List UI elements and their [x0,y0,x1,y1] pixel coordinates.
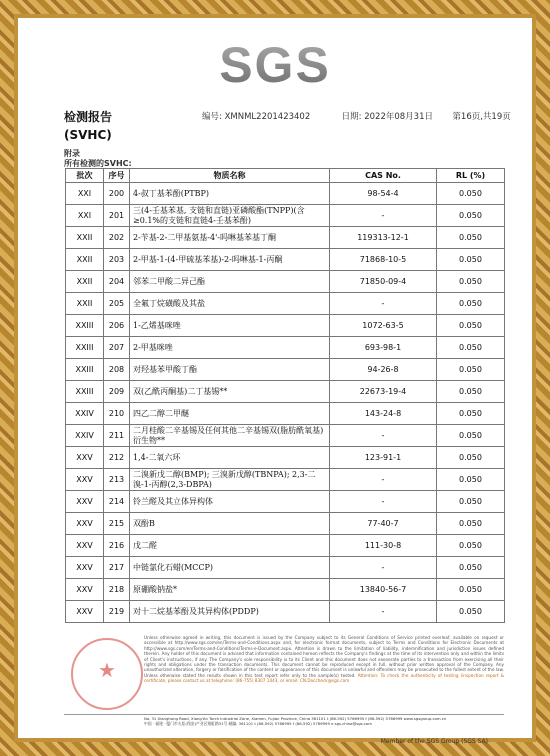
header-batch: 批次 [66,169,104,183]
cell-no: 209 [104,381,130,403]
cell-rl: 0.050 [437,513,505,535]
table-row [66,425,505,447]
cell-substance: 邻苯二甲酸二异己酯 [130,271,330,293]
cell-cas: - [330,557,437,579]
section-label: 所有检测的SVHC: [64,159,132,168]
cell-rl: 0.050 [437,535,505,557]
report-subtitle: (SVHC) [64,128,112,142]
table-row [66,447,505,469]
cell-substance: 双(乙酰丙酮基)二丁基锡** [130,381,330,403]
cell-cas: 123-91-1 [330,447,437,469]
table-row [66,359,505,381]
disclaimer-text: Unless otherwise agreed in writing, this document is issued by the Company subject to its General Conditions of Service printed overleaf, available on request or accessible at http://www.sgs.com/en/Terms-and-Conditions.aspx and, for electronic format documents, subject to Terms and Conditions for Electronic Documents at http://www.sgs.com/en/Terms-and-Conditions/Terms-e-Document.aspx. Attention is drawn to the limitation of liability, indemnification and jurisdiction issues defined therein. Any holder of this document is advised that information contained hereon reflects the Company's findings at the time of its intervention only and within the limits of Client's instructions, if any. The Company's sole responsibility is to its Client and this document does not exonerate parties to a transaction from exercising all their rights and obligations under the transaction documents. This document cannot be reproduced except in full, without prior written approval of the Company. Any unauthorized alteration, forgery or falsification of the content or appearance of this document is unlawful and offenders may be prosecuted to the fullest extent of the law. Unless otherwise stated the results shown in this test report refer only to the sample(s) tested. [144,635,504,678]
cell-substance: 四乙二醇二甲醚 [130,403,330,425]
cell-rl: 0.050 [437,447,505,469]
cell-no: 211 [104,425,130,447]
cell-batch: XXI [66,183,104,205]
cell-no: 206 [104,315,130,337]
table-row [66,227,505,249]
cell-substance: 中链氯化石蜡(MCCP) [130,557,330,579]
table-row [66,381,505,403]
cell-cas: 94-26-8 [330,359,437,381]
report-date: 2022年08月31日 [364,112,433,122]
date-label: 日期: [341,112,362,122]
cell-batch: XXIII [66,359,104,381]
cell-batch: XXV [66,601,104,623]
cell-rl: 0.050 [437,271,505,293]
cell-rl: 0.050 [437,315,505,337]
table-row [66,491,505,513]
cell-batch: XXIII [66,315,104,337]
cell-batch: XXII [66,293,104,315]
address-block [64,716,504,726]
header-no: 序号 [104,169,130,183]
cell-no: 205 [104,293,130,315]
cell-batch: XXII [66,227,104,249]
cell-rl: 0.050 [437,293,505,315]
cell-no: 208 [104,359,130,381]
cell-substance: 三(4-壬基苯基, 支链和直链)亚磷酸酯(TNPP)(含≥0.1%的支链和直链4-壬基苯酚) [130,205,330,227]
cell-cas: 71850-09-4 [330,271,437,293]
cell-rl: 0.050 [437,381,505,403]
cell-rl: 0.050 [437,469,505,491]
table-row [66,601,505,623]
cell-cas: - [330,469,437,491]
svhc-table [65,168,505,623]
table-row [66,535,505,557]
cell-no: 210 [104,403,130,425]
cell-substance: 全氟丁烷磺酸及其盐 [130,293,330,315]
cell-no: 200 [104,183,130,205]
cell-cas: - [330,293,437,315]
star-icon: ★ [98,658,116,682]
cell-no: 213 [104,469,130,491]
report-title: 检测报告 [64,110,113,124]
cell-cas: 71868-10-5 [330,249,437,271]
table-row [66,557,505,579]
cell-substance: 2-甲基-1-(4-甲硫基苯基)-2-吗啉基-1-丙酮 [130,249,330,271]
attention-text: Attention: To check the authenticity of testing /inspection report & certificate, please contact us at telephone: (86-755) 8307 1443, or email: CN.Doccheck@sgs.com [144,672,504,684]
cell-substance: 二溴新戊二醇(BMP); 三溴新戊醇(TBNPA); 2,3-二溴-1-丙醇(2,3-DBPA) [130,469,330,491]
table-row [66,403,505,425]
table-header-row [66,169,505,183]
cell-rl: 0.050 [437,205,505,227]
cell-batch: XXII [66,249,104,271]
cell-rl: 0.050 [437,227,505,249]
cell-rl: 0.050 [437,403,505,425]
cell-no: 204 [104,271,130,293]
page-info: 第16页,共19页 [452,112,511,122]
cell-substance: 2-苄基-2-二甲基氨基-4'-吗啉基苯基丁酮 [130,227,330,249]
cell-no: 202 [104,227,130,249]
address-en: No. 31 Xianghong Road, Xiang'An Torch Industrial Zone, Xiamen, Fujian Province, China 361101 t (86-592) 5766995 f (86-592) 5766999 www.sgsgroup.com.cn [144,716,447,721]
cell-batch: XXI [66,205,104,227]
table-row [66,249,505,271]
cell-no: 215 [104,513,130,535]
cell-no: 214 [104,491,130,513]
cell-no: 207 [104,337,130,359]
cell-no: 203 [104,249,130,271]
cell-batch: XXV [66,447,104,469]
cell-rl: 0.050 [437,249,505,271]
cell-cas: - [330,205,437,227]
table-row [66,205,505,227]
cell-substance: 对羟基苯甲酸丁酯 [130,359,330,381]
cell-cas: 693-98-1 [330,337,437,359]
cell-rl: 0.050 [437,557,505,579]
cell-batch: XXIV [66,425,104,447]
cell-cas: 98-54-4 [330,183,437,205]
cell-substance: 1-乙烯基咪唑 [130,315,330,337]
cell-batch: XXIII [66,337,104,359]
cell-rl: 0.050 [437,425,505,447]
cell-cas: 143-24-8 [330,403,437,425]
cell-no: 201 [104,205,130,227]
sgs-logo: SGS [219,37,331,93]
cell-substance: 原硼酸钠盐* [130,579,330,601]
footer-divider [64,714,504,715]
cell-substance: 戊二醛 [130,535,330,557]
cell-rl: 0.050 [437,601,505,623]
inspection-stamp [71,638,143,710]
cell-no: 218 [104,579,130,601]
cell-cas: 111-30-8 [330,535,437,557]
cell-substance: 二月桂酸二辛基锡及任何其他二辛基锡双(脂肪酰氧基)衍生物** [130,425,330,447]
cell-substance: 2-甲基咪唑 [130,337,330,359]
cell-rl: 0.050 [437,359,505,381]
cell-substance: 铃兰醛及其立体异构体 [130,491,330,513]
cell-cas: 22673-19-4 [330,381,437,403]
cell-substance: 对十二烷基苯酚及其异构体(PDDP) [130,601,330,623]
table-row [66,337,505,359]
report-no: XMNML2201423402 [224,112,311,122]
table-row [66,513,505,535]
cell-rl: 0.050 [437,337,505,359]
cell-no: 219 [104,601,130,623]
cell-no: 217 [104,557,130,579]
cell-batch: XXV [66,557,104,579]
report-no-label: 编号: [202,112,222,122]
member-line: Member of the SGS Group (SGS SA) [380,738,488,745]
cell-rl: 0.050 [437,183,505,205]
header-rl: RL (%) [437,169,505,183]
address-cn: 中国 · 福建 · 厦门市火炬(翔安)产业区翔虹路31号 邮编: 361101 t (86-592) 5766995 f (86-592) 5766999 e sgs.china@sgs.com [144,721,372,726]
certificate-page [18,18,532,745]
cell-substance: 双酚B [130,513,330,535]
cell-cas: 1072-63-5 [330,315,437,337]
appendix-label: 附录 [64,149,80,158]
cell-no: 216 [104,535,130,557]
cell-cas: - [330,491,437,513]
table-row [66,469,505,491]
cell-cas: - [330,425,437,447]
cell-batch: XXII [66,271,104,293]
cell-cas: - [330,601,437,623]
cell-batch: XXV [66,535,104,557]
cell-batch: XXV [66,513,104,535]
cell-batch: XXV [66,469,104,491]
header-cas: CAS No. [330,169,437,183]
cell-cas: 119313-12-1 [330,227,437,249]
cell-rl: 0.050 [437,579,505,601]
header-substance: 物质名称 [130,169,330,183]
table-row [66,315,505,337]
cell-batch: XXV [66,491,104,513]
cell-batch: XXV [66,579,104,601]
cell-batch: XXIII [66,381,104,403]
table-row [66,579,505,601]
cell-substance: 1,4-二氧六环 [130,447,330,469]
table-row [66,293,505,315]
report-meta [202,110,511,122]
cell-no: 212 [104,447,130,469]
cell-cas: 13840-56-7 [330,579,437,601]
cell-cas: 77-40-7 [330,513,437,535]
table-row [66,183,505,205]
cell-rl: 0.050 [437,491,505,513]
cell-substance: 4-叔丁基苯酚(PTBP) [130,183,330,205]
table-row [66,271,505,293]
cell-batch: XXIV [66,403,104,425]
